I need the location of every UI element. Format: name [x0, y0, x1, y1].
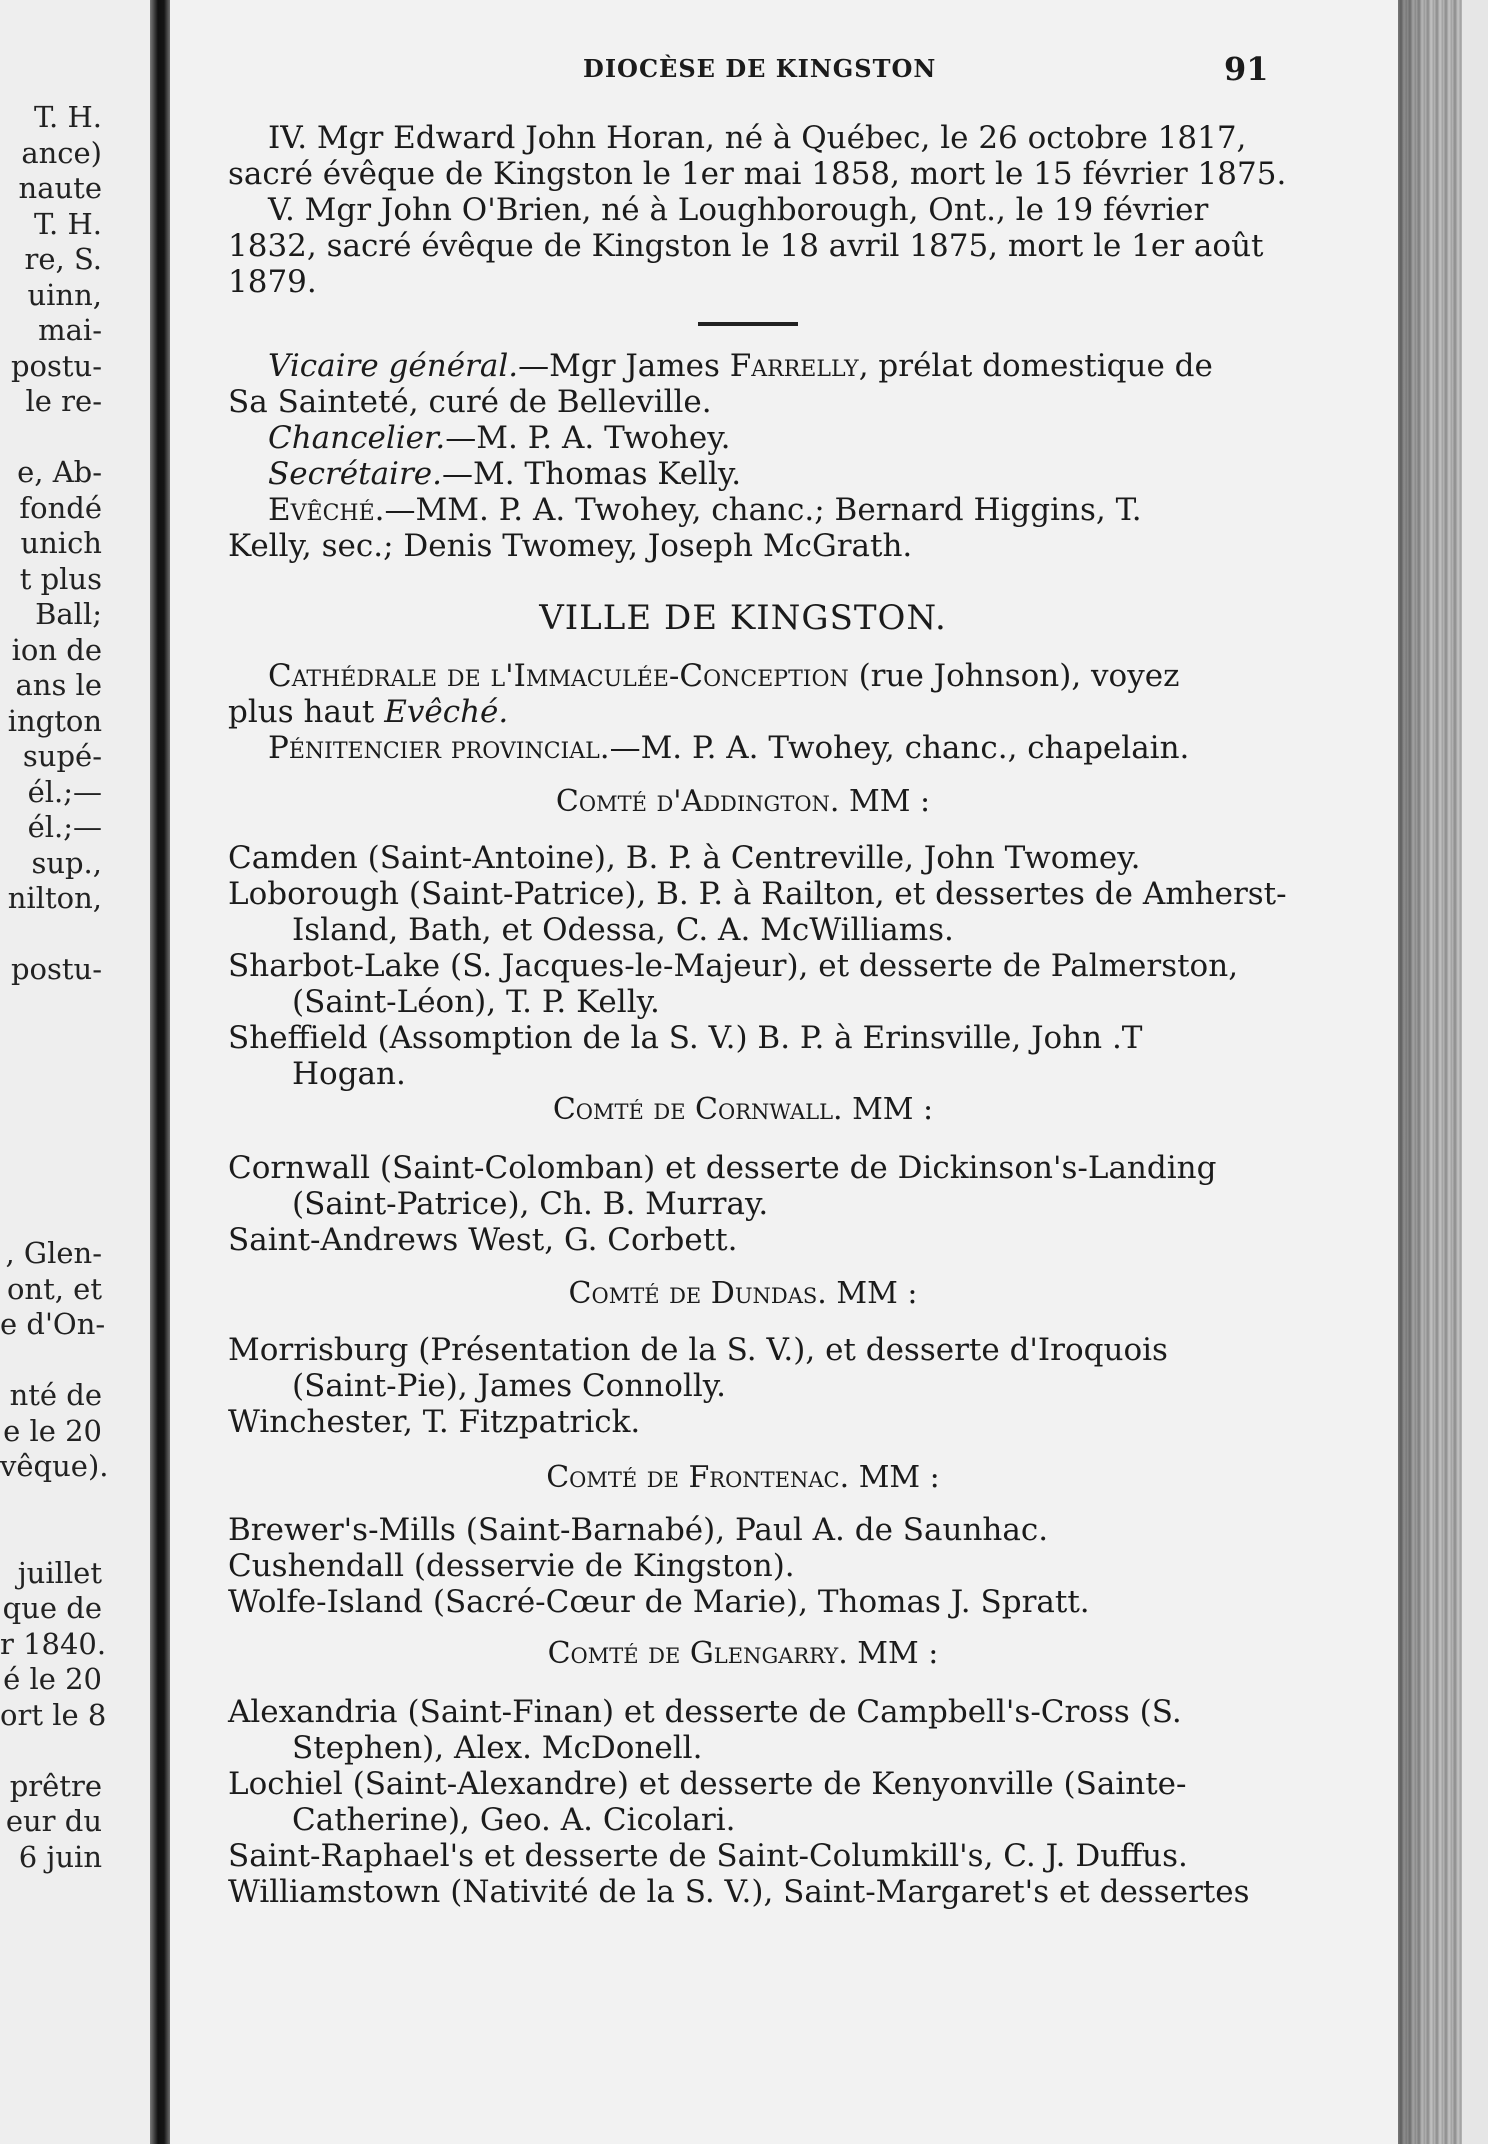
left-page-line: t plus	[19, 561, 102, 596]
left-page-line: naute	[18, 171, 102, 205]
vicaire-name: Farrelly	[729, 348, 859, 384]
bishop-line: sacré évêque de Kingston le 1er mai 1858, mort le 15 février 1875.	[228, 156, 1287, 192]
left-page-line	[0, 1023, 102, 1059]
parish-line: (Saint-Patrice), Ch. B. Murray.	[292, 1186, 769, 1222]
eveche-label: Evêché.	[268, 492, 385, 528]
chancelier	[228, 420, 1258, 456]
left-page-line: él.;—	[27, 810, 102, 844]
bishop-line: V. Mgr John O'Brien, né à Loughborough, Ont., le 19 février	[268, 192, 1209, 228]
parish-line: Saint-Andrews West, G. Corbett.	[228, 1222, 738, 1258]
secretaire-text: —M. Thomas Kelly.	[441, 456, 742, 492]
left-page-fragment	[0, 0, 150, 2144]
left-page-line: vêque).	[0, 1449, 109, 1483]
bishops-list	[228, 120, 1287, 300]
bishop-line: 1879.	[228, 264, 317, 300]
left-page-line: juillet	[17, 1555, 102, 1590]
ville-block	[228, 658, 1258, 766]
left-page-line: ort le 8	[0, 1697, 107, 1732]
left-page-line	[0, 1520, 102, 1556]
left-page-line: le re-	[25, 384, 102, 418]
separator-rule	[698, 322, 798, 326]
vicaire-label: Vicaire général.	[268, 348, 519, 384]
county-list	[228, 1332, 1258, 1440]
left-page-line: uinn,	[27, 277, 102, 312]
left-page-line	[0, 1130, 102, 1166]
parish-line: Sheffield (Assomption de la S. V.) B. P. à Erinsville, John .T	[228, 1020, 1143, 1056]
left-page-line	[0, 1201, 102, 1237]
county-heading: Comté de Dundas. MM :	[568, 1276, 918, 1311]
left-page-line: que de	[2, 1591, 102, 1625]
left-page-line	[0, 1343, 102, 1379]
county-heading: Comté de Frontenac. MM :	[546, 1460, 940, 1495]
left-page-line: r 1840.	[0, 1626, 107, 1661]
left-page-line	[0, 988, 102, 1024]
eveche	[228, 492, 1258, 528]
left-page-line: unich	[20, 526, 102, 560]
running-head: DIOCÈSE DE KINGSTON	[583, 54, 937, 83]
penitencier-label: Pénitencier provincial.	[268, 730, 610, 766]
left-page-line: Ball;	[35, 597, 102, 631]
left-page-line: nilton,	[7, 881, 102, 915]
left-page-line: postu-	[10, 348, 102, 383]
section-title-ville: VILLE DE KINGSTON.	[539, 598, 947, 638]
parish-line: Loborough (Saint-Patrice), B. P. à Railton, et dessertes de Amherst-	[228, 876, 1287, 912]
parish-line: (Saint-Léon), T. P. Kelly.	[292, 984, 660, 1020]
left-page-line: supé-	[22, 739, 102, 773]
county-list	[228, 840, 1287, 1092]
parish-line: Cushendall (desservie de Kingston).	[228, 1548, 795, 1584]
cathedrale-line2-italic: Evêché.	[384, 694, 509, 730]
left-page-line	[0, 1165, 102, 1201]
left-page-line: ion de	[11, 632, 102, 667]
left-page-line: ans le	[15, 668, 102, 702]
left-page-line	[0, 1094, 102, 1130]
left-page-text	[0, 100, 109, 1875]
county-heading: Comté de Cornwall. MM :	[552, 1092, 934, 1127]
parish-line: Sharbot-Lake (S. Jacques-le-Majeur), et desserte de Palmerston,	[228, 948, 1239, 984]
left-page-line: e d'On-	[0, 1307, 106, 1341]
parish-line: Catherine), Geo. A. Cicolari.	[292, 1802, 736, 1838]
vicaire-line2: Sa Sainteté, curé de Belleville.	[228, 384, 712, 420]
parish-line: Camden (Saint-Antoine), B. P. à Centreville, John Twomey.	[228, 840, 1141, 876]
edge-end	[1462, 0, 1488, 2144]
left-page-line	[0, 1733, 102, 1769]
parish-line: Saint-Raphael's et desserte de Saint-Columkill's, C. J. Duffus.	[228, 1838, 1188, 1874]
parish-line: Alexandria (Saint-Finan) et desserte de Campbell's-Cross (S.	[228, 1694, 1182, 1730]
penitencier	[228, 730, 1258, 766]
penitencier-text: —M. P. A. Twohey, chanc., chapelain.	[609, 730, 1190, 766]
left-page-line: nté de	[9, 1378, 102, 1412]
bishop-line: IV. Mgr Edward John Horan, né à Québec, le 26 octobre 1817,	[268, 120, 1247, 156]
left-page-line: re, S.	[24, 242, 102, 276]
chancelier-text: —M. P. A. Twohey.	[445, 420, 731, 456]
vicaire-text: —Mgr James	[518, 348, 730, 384]
left-page-line	[0, 1059, 102, 1095]
left-page-line	[0, 420, 102, 456]
cathedrale-text: (rue Johnson), voyez	[848, 658, 1180, 694]
secretaire	[228, 456, 1258, 492]
cathedrale	[228, 658, 1258, 694]
parish-line: Stephen), Alex. McDonell.	[292, 1730, 703, 1766]
left-page-line: postu-	[10, 952, 102, 986]
left-page-line: él.;—	[27, 774, 102, 809]
parish-line: Winchester, T. Fitzpatrick.	[228, 1404, 641, 1440]
parish-line: Cornwall (Saint-Colomban) et desserte de Dickinson's-Landing	[228, 1150, 1217, 1186]
county-heading: Comté d'Addington. MM :	[555, 784, 931, 819]
parish-line: Wolfe-Island (Sacré-Cœur de Marie), Thomas J. Spratt.	[228, 1584, 1090, 1620]
parish-line: Hogan.	[292, 1056, 406, 1092]
eveche-text: —MM. P. A. Twohey, chanc.; Bernard Higgins, T.	[384, 492, 1142, 528]
left-page-line: ington	[7, 703, 102, 738]
book-gutter	[150, 0, 170, 2144]
left-page-line: T. H.	[33, 100, 102, 134]
eveche-line2: Kelly, sec.; Denis Twomey, Joseph McGrath.	[228, 528, 913, 564]
secretaire-label: Secrétaire.	[268, 456, 442, 492]
cathedrale-line2	[228, 694, 1258, 730]
vicaire-rest: , prélat domestique de	[858, 348, 1213, 384]
county-list	[228, 1150, 1258, 1258]
left-page-line: , Glen-	[5, 1236, 102, 1270]
edge-shadow	[1398, 0, 1428, 2144]
bishop-line: 1832, sacré évêque de Kingston le 18 avril 1875, mort le 1er août	[228, 228, 1264, 264]
left-page-line: eur du	[5, 1804, 102, 1838]
parish-line: Brewer's-Mills (Saint-Barnabé), Paul A. de Saunhac.	[228, 1512, 1049, 1548]
parish-line: Island, Bath, et Odessa, C. A. McWilliams.	[292, 912, 954, 948]
chancelier-label: Chancelier.	[268, 420, 446, 456]
left-page-line: 6 juin	[18, 1839, 102, 1874]
left-page-line	[0, 1485, 102, 1521]
parish-line: (Saint-Pie), James Connolly.	[292, 1368, 727, 1404]
left-page-line: é le 20	[3, 1662, 102, 1696]
county-list	[228, 1694, 1258, 1910]
left-page-line: prêtre	[9, 1768, 102, 1803]
cathedrale-line2-text: plus haut	[228, 694, 385, 730]
cathedrale-label: Cathédrale de l'Immaculée-Conception	[268, 658, 849, 694]
parish-line: Morrisburg (Présentation de la S. V.), et desserte d'Iroquois	[228, 1332, 1168, 1368]
left-page-line: ance)	[21, 135, 102, 170]
page-number: 91	[1224, 50, 1269, 88]
left-page-line: fondé	[19, 490, 102, 525]
left-page-line: e le 20	[3, 1413, 102, 1448]
county-list	[228, 1512, 1258, 1620]
left-page-line: e, Ab-	[17, 455, 102, 489]
officials-block	[228, 348, 1258, 564]
left-page-line: ont, et	[6, 1271, 102, 1306]
county-heading: Comté de Glengarry. MM :	[547, 1636, 939, 1671]
left-page-line	[0, 917, 102, 953]
left-page-line: sup.,	[31, 845, 102, 880]
left-page-line: T. H.	[33, 206, 102, 241]
parish-line: Lochiel (Saint-Alexandre) et desserte de Kenyonville (Sainte-	[228, 1766, 1187, 1802]
vicaire-general	[228, 348, 1258, 384]
parish-line: Williamstown (Nativité de la S. V.), Saint-Margaret's et dessertes	[228, 1874, 1250, 1910]
left-page-line: mai-	[38, 313, 102, 347]
